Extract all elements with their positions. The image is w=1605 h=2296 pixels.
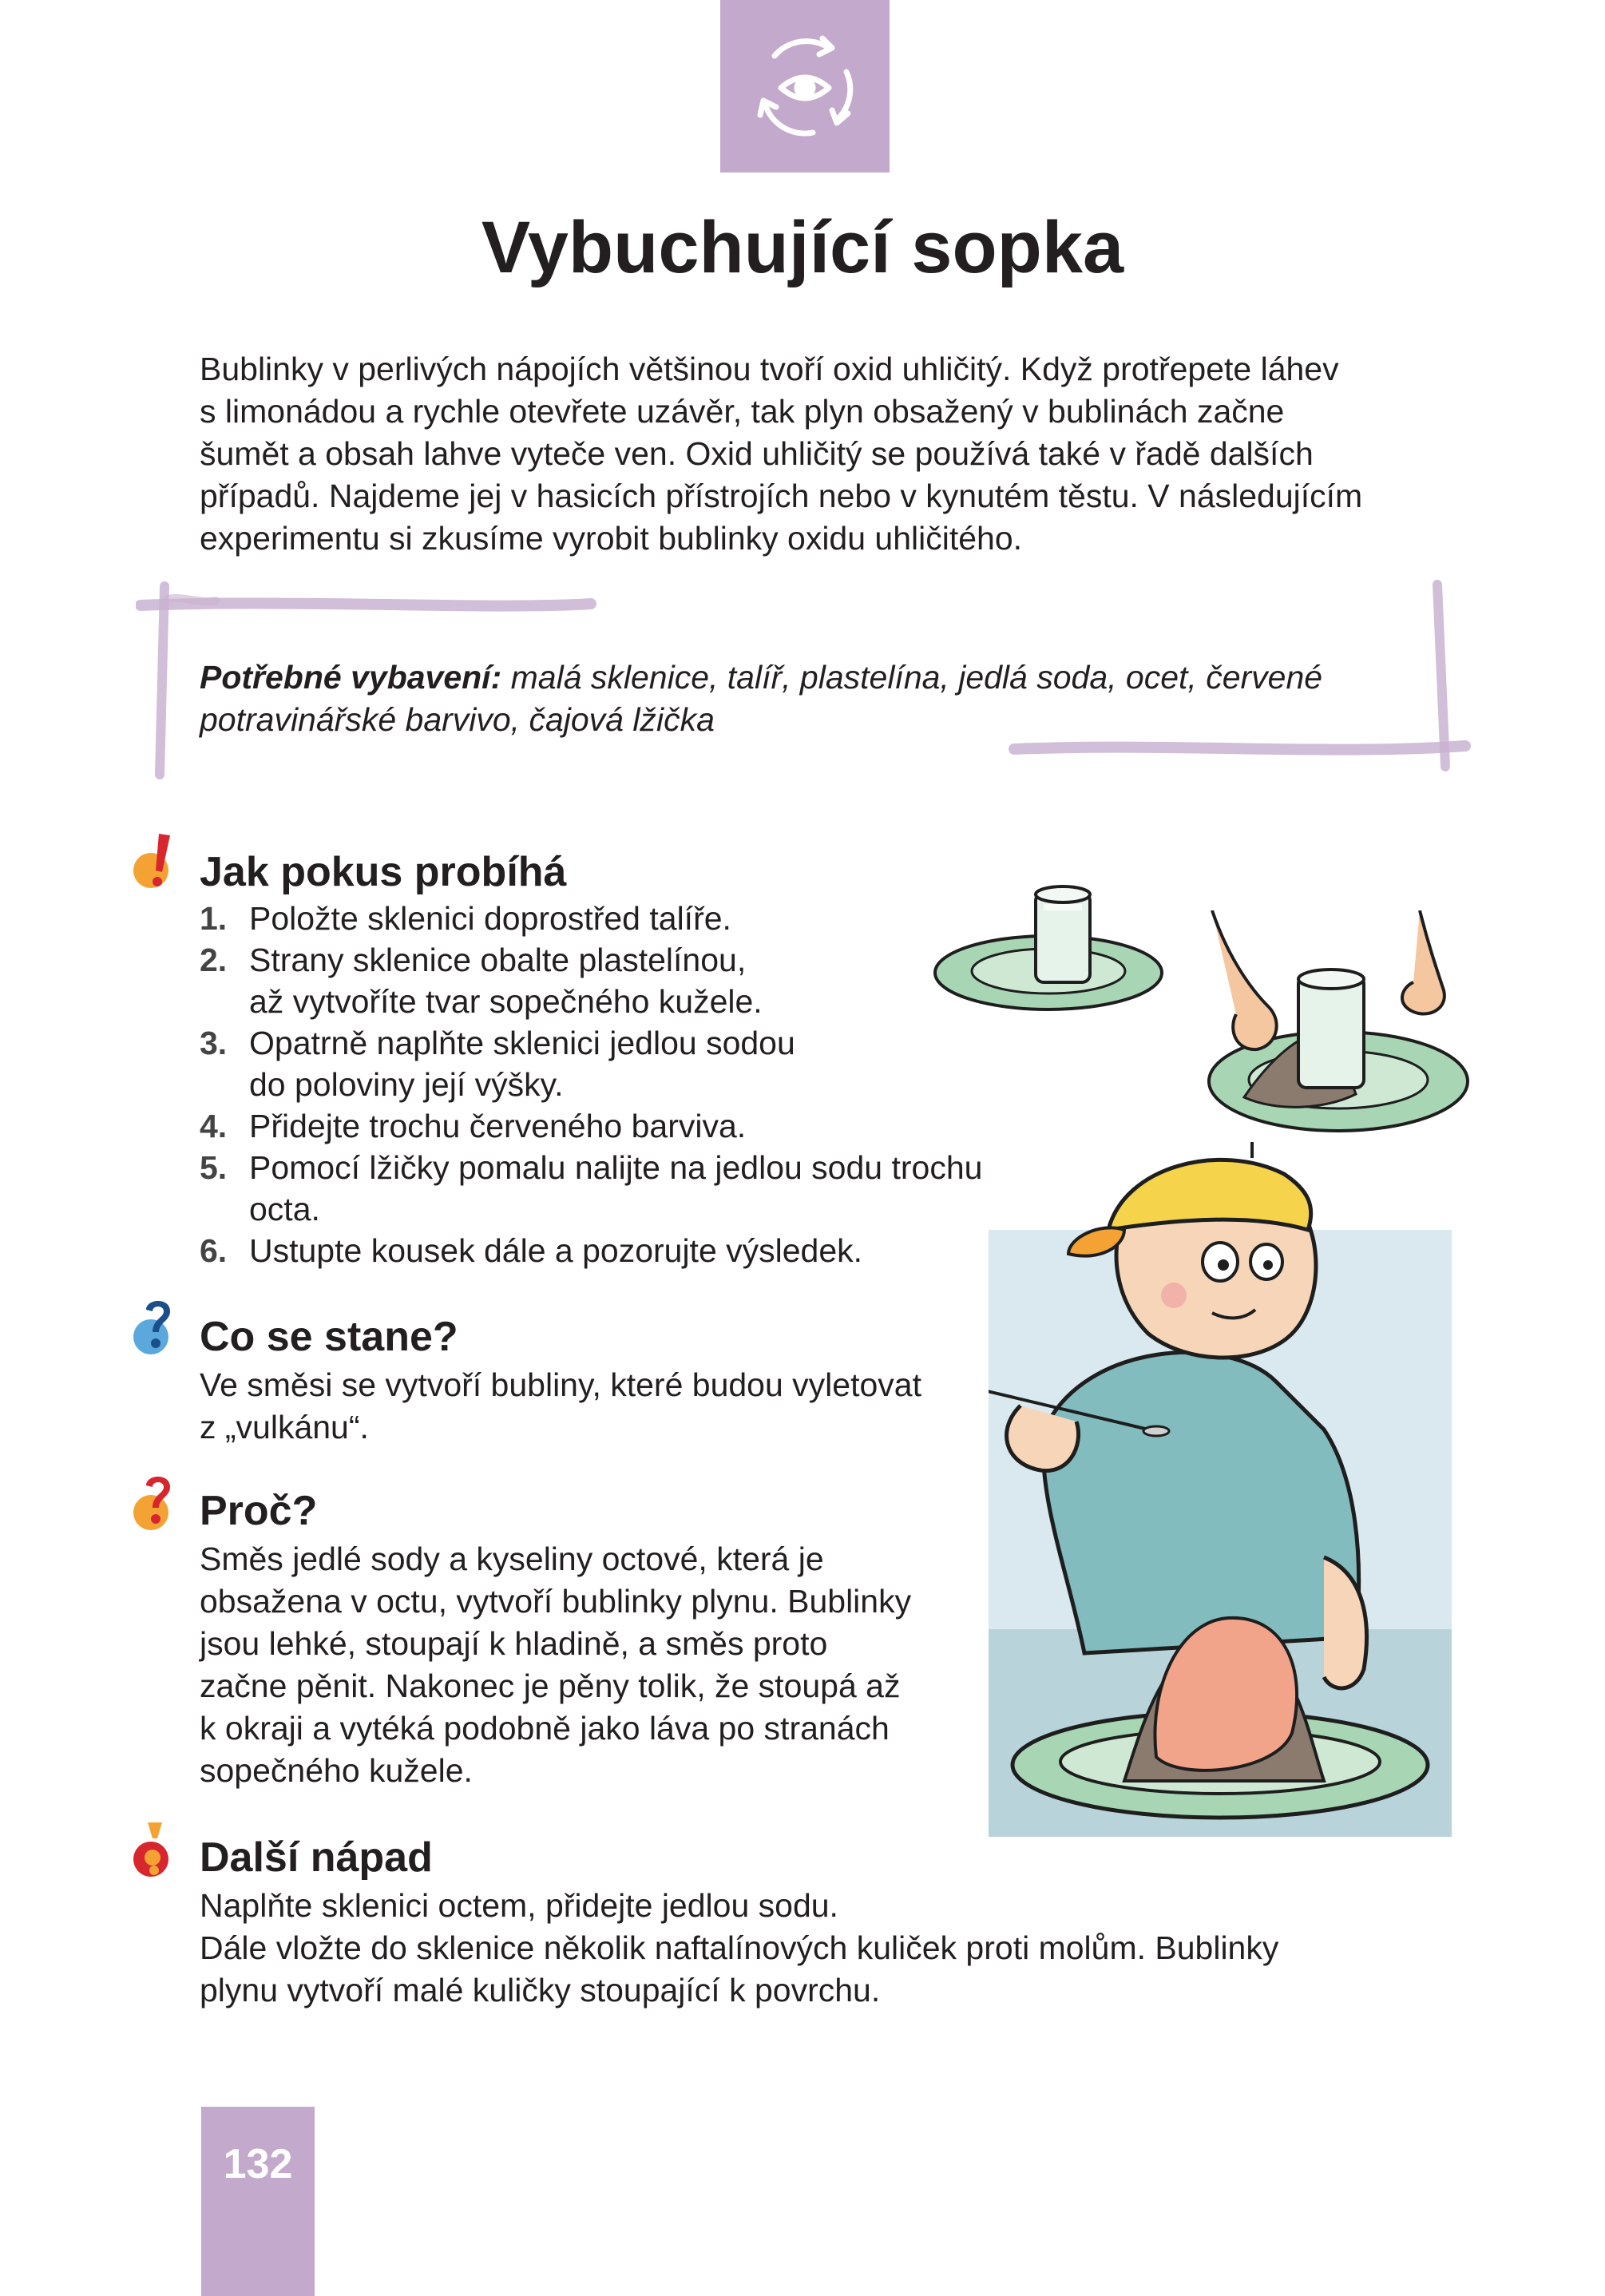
question-blue-icon (130, 1295, 178, 1359)
section-title-what: Co se stane? (200, 1314, 458, 1360)
page-title: Vybuchující sopka (481, 207, 1124, 288)
idea-text: Naplňte sklenici octem, přidejte jedlou sodu. Dále vložte do sklenice několik naftalínových kuliček proti molům. Bublinky plynu vytvoří malé kuličky stoupající k povrchu. (200, 1887, 1279, 2009)
step-item: 6. Ustupte kousek dále a pozorujte výsledek. (200, 1232, 863, 1269)
boy-volcano-illustration (989, 1142, 1452, 1837)
step-item: 5. Pomocí lžičky pomalu nalijte na jedlou sodu trochu octa. (200, 1149, 983, 1227)
hands-plasticine-illustration (1180, 910, 1472, 1142)
equipment-label: Potřebné vybavení: (200, 659, 502, 696)
section-title-why: Proč? (200, 1488, 318, 1534)
idea-icon (130, 1818, 178, 1882)
page-number-tab (201, 2107, 315, 2296)
equipment-box (136, 575, 1477, 783)
chapter-tab (720, 0, 890, 172)
question-red-icon (130, 1471, 178, 1535)
page-number: 132 (223, 2141, 293, 2187)
section-title-idea: Další nápad (200, 1834, 433, 1881)
step-item: 3. Opatrně naplňte sklenici jedlou sodou do poloviny její výšky. (200, 1025, 795, 1103)
step-item: 2. Strany sklenice obalte plastelínou, až vytvoříte tvar sopečného kužele. (200, 942, 763, 1020)
jar-on-plate-illustration (930, 877, 1166, 1013)
steps-list (200, 898, 1038, 1271)
step-item: 1. Položte sklenici doprostřed talíře. (200, 900, 731, 937)
section-title-how: Jak pokus probíhá (200, 849, 567, 895)
step-item: 4. Přidejte trochu červeného barviva. (200, 1108, 747, 1144)
equipment-text: Potřebné vybavení: malá sklenice, talíř, plastelína, jedlá soda, ocet, červené potravinářské barvivo, čajová lžička (200, 659, 1323, 738)
exclamation-icon (130, 831, 178, 894)
intro-paragraph: Bublinky v perlivých nápojích většinou tvoří oxid uhličitý. Když protřepete láhev s limonádou a rychle otevřete uzávěr, tak plyn obsažený v bublinách začne šumět a obsah lahve vyteče ven. Oxid uhličitý se používá také v řadě dalších případů. Najdeme jej v hasicích přístrojích nebo v kynutém těstu. V následujícím experimentu si zkusíme vyrobit bublinky oxidu uhličitého. (200, 351, 1363, 557)
what-text: Ve směsi se vytvoří bubliny, které budou vyletovat z „vulkánu“. (200, 1366, 921, 1445)
why-text: Směs jedlé sody a kyseliny octové, která je obsažena v octu, vytvoří bublinky plynu. Bublinky jsou lehké, stoupají k hladině, a směs proto začne pěnit. Nakonec je pěny tolik, že stoupá až k okraji a vytéká podobně jako láva po stranách sopečného kužele. (200, 1541, 912, 1789)
eye-recycle-icon (743, 24, 867, 149)
